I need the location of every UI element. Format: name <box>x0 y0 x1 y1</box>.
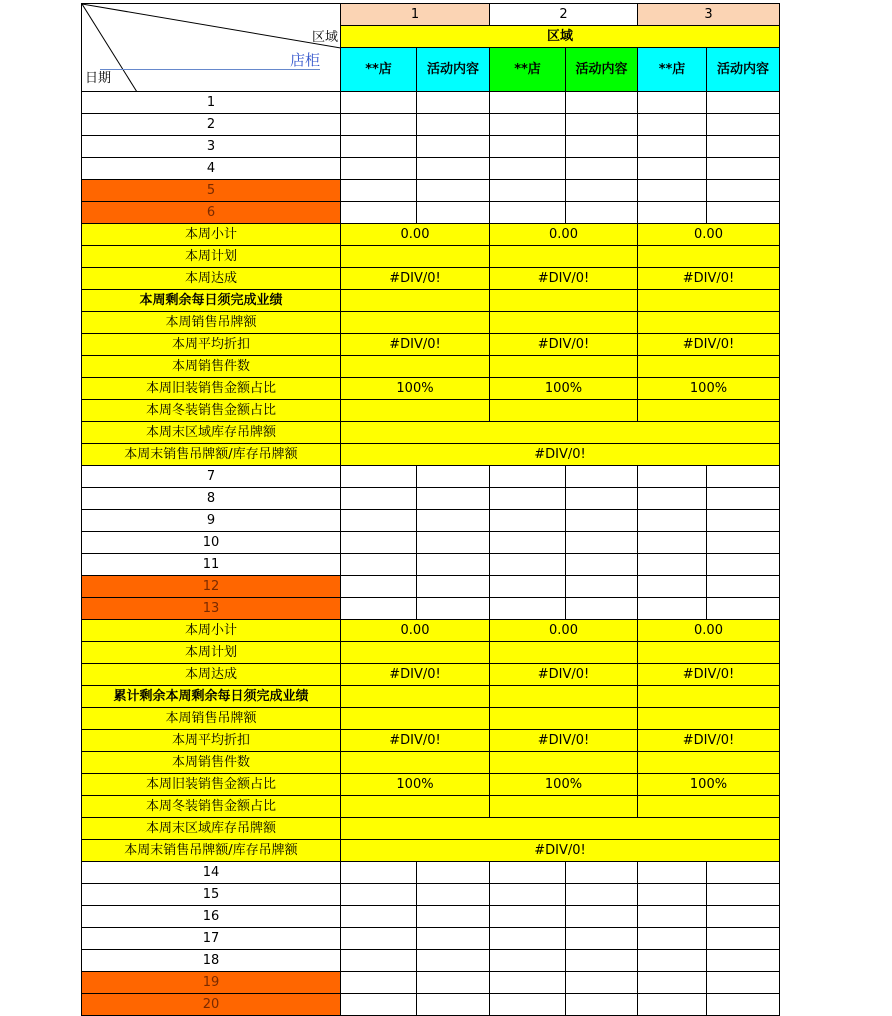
day-label: 13 <box>82 598 341 620</box>
activity-col-1: 活动内容 <box>417 48 490 92</box>
summary-row-achieve <box>82 268 780 290</box>
entry-cell[interactable] <box>490 136 566 158</box>
day-row <box>82 136 780 158</box>
summary-span-value: #DIV/0! <box>341 840 780 862</box>
entry-cell[interactable] <box>417 532 490 554</box>
entry-cell[interactable] <box>707 884 780 906</box>
summary-row-inventory <box>82 818 780 840</box>
entry-cell[interactable] <box>490 598 566 620</box>
summary-row-winter_ratio <box>82 400 780 422</box>
summary-value-3: 100% <box>638 774 780 796</box>
summary-label: 本周平均折扣 <box>82 730 341 752</box>
summary-row-avg_discount <box>82 730 780 752</box>
summary-value-2[interactable] <box>490 752 638 774</box>
entry-cell[interactable] <box>638 136 707 158</box>
summary-label: 本周平均折扣 <box>82 334 341 356</box>
summary-label: 本周小计 <box>82 620 341 642</box>
summary-value-1[interactable] <box>341 246 490 268</box>
day-row <box>82 532 780 554</box>
entry-cell[interactable] <box>566 598 638 620</box>
entry-cell[interactable] <box>707 598 780 620</box>
summary-value-1[interactable] <box>341 312 490 334</box>
entry-cell[interactable] <box>417 576 490 598</box>
summary-span-cell[interactable] <box>341 818 780 840</box>
entry-cell[interactable] <box>417 158 490 180</box>
store-col-1: **店 <box>341 48 417 92</box>
day-label: 18 <box>82 950 341 972</box>
summary-span-cell[interactable] <box>341 422 780 444</box>
entry-cell[interactable] <box>417 510 490 532</box>
day-row <box>82 972 780 994</box>
entry-cell[interactable] <box>566 906 638 928</box>
entry-cell[interactable] <box>566 884 638 906</box>
summary-row-old_ratio <box>82 378 780 400</box>
entry-cell[interactable] <box>566 488 638 510</box>
entry-cell[interactable] <box>707 510 780 532</box>
day-label: 15 <box>82 884 341 906</box>
entry-cell[interactable] <box>341 136 417 158</box>
day-row <box>82 488 780 510</box>
summary-value-3[interactable] <box>638 642 780 664</box>
summary-value-2: #DIV/0! <box>490 730 638 752</box>
summary-span-value: #DIV/0! <box>341 444 780 466</box>
entry-cell[interactable] <box>341 554 417 576</box>
entry-cell[interactable] <box>490 488 566 510</box>
summary-label: 本周末销售吊牌额/库存吊牌额 <box>82 840 341 862</box>
entry-cell[interactable] <box>341 576 417 598</box>
entry-cell[interactable] <box>490 994 566 1016</box>
day-label: 9 <box>82 510 341 532</box>
summary-row-sales_inv <box>82 840 780 862</box>
entry-cell[interactable] <box>638 906 707 928</box>
entry-cell[interactable] <box>707 554 780 576</box>
day-row <box>82 180 780 202</box>
entry-cell[interactable] <box>566 532 638 554</box>
summary-value-1: 100% <box>341 774 490 796</box>
day-label: 14 <box>82 862 341 884</box>
day-label: 16 <box>82 906 341 928</box>
entry-cell[interactable] <box>341 510 417 532</box>
entry-cell[interactable] <box>341 202 417 224</box>
day-row <box>82 994 780 1016</box>
entry-cell[interactable] <box>638 158 707 180</box>
entry-cell[interactable] <box>341 994 417 1016</box>
day-label: 8 <box>82 488 341 510</box>
summary-value-2[interactable] <box>490 356 638 378</box>
entry-cell[interactable] <box>341 862 417 884</box>
day-row <box>82 598 780 620</box>
group-number-1: 1 <box>341 4 490 26</box>
entry-cell[interactable] <box>707 862 780 884</box>
day-label: 4 <box>82 158 341 180</box>
summary-value-2[interactable] <box>490 708 638 730</box>
entry-cell[interactable] <box>417 928 490 950</box>
entry-cell[interactable] <box>707 928 780 950</box>
day-label: 5 <box>82 180 341 202</box>
entry-cell[interactable] <box>566 972 638 994</box>
entry-cell[interactable] <box>566 114 638 136</box>
summary-value-2[interactable] <box>490 400 638 422</box>
entry-cell[interactable] <box>707 906 780 928</box>
summary-row-subtotal <box>82 224 780 246</box>
entry-cell[interactable] <box>341 466 417 488</box>
entry-cell[interactable] <box>341 114 417 136</box>
entry-cell[interactable] <box>490 554 566 576</box>
summary-value-1[interactable] <box>341 642 490 664</box>
schedule-sheet <box>81 3 780 1016</box>
summary-value-3: #DIV/0! <box>638 334 780 356</box>
summary-label: 本周小计 <box>82 224 341 246</box>
entry-cell[interactable] <box>341 532 417 554</box>
summary-value-2[interactable] <box>490 796 638 818</box>
store-col-2: **店 <box>490 48 566 92</box>
entry-cell[interactable] <box>566 554 638 576</box>
summary-value-1: #DIV/0! <box>341 334 490 356</box>
summary-label: 本周旧装销售金额占比 <box>82 378 341 400</box>
entry-cell[interactable] <box>417 862 490 884</box>
summary-row-remaining <box>82 290 780 312</box>
entry-cell[interactable] <box>417 136 490 158</box>
entry-cell[interactable] <box>490 510 566 532</box>
summary-row-old_ratio <box>82 774 780 796</box>
summary-label: 本周旧装销售金额占比 <box>82 774 341 796</box>
entry-cell[interactable] <box>566 576 638 598</box>
entry-cell[interactable] <box>707 994 780 1016</box>
store-underline <box>100 69 320 70</box>
summary-value-1: 100% <box>341 378 490 400</box>
entry-cell[interactable] <box>490 114 566 136</box>
summary-row-tag_sales <box>82 708 780 730</box>
day-label: 20 <box>82 994 341 1016</box>
entry-cell[interactable] <box>638 92 707 114</box>
summary-value-3: #DIV/0! <box>638 730 780 752</box>
entry-cell[interactable] <box>707 532 780 554</box>
summary-label: 本周冬装销售金额占比 <box>82 400 341 422</box>
day-row <box>82 884 780 906</box>
day-row <box>82 576 780 598</box>
entry-cell[interactable] <box>638 950 707 972</box>
entry-cell[interactable] <box>490 92 566 114</box>
entry-cell[interactable] <box>341 884 417 906</box>
entry-cell[interactable] <box>490 532 566 554</box>
entry-cell[interactable] <box>490 180 566 202</box>
summary-label: 本周末销售吊牌额/库存吊牌额 <box>82 444 341 466</box>
entry-cell[interactable] <box>566 158 638 180</box>
entry-cell[interactable] <box>638 554 707 576</box>
entry-cell[interactable] <box>341 158 417 180</box>
summary-row-inventory <box>82 422 780 444</box>
summary-value-2: 100% <box>490 378 638 400</box>
day-row <box>82 92 780 114</box>
day-label: 12 <box>82 576 341 598</box>
entry-cell[interactable] <box>707 180 780 202</box>
entry-cell[interactable] <box>341 972 417 994</box>
entry-cell[interactable] <box>638 466 707 488</box>
region-title: 区域 <box>341 26 780 48</box>
day-label: 2 <box>82 114 341 136</box>
entry-cell[interactable] <box>566 202 638 224</box>
summary-row-achieve <box>82 664 780 686</box>
summary-value-1[interactable] <box>341 686 490 708</box>
summary-label: 本周达成 <box>82 664 341 686</box>
entry-cell[interactable] <box>417 950 490 972</box>
entry-cell[interactable] <box>417 906 490 928</box>
day-row <box>82 202 780 224</box>
day-label: 11 <box>82 554 341 576</box>
summary-value-2[interactable] <box>490 686 638 708</box>
entry-cell[interactable] <box>638 928 707 950</box>
day-label: 7 <box>82 466 341 488</box>
summary-label: 累计剩余本周剩余每日须完成业绩 <box>82 686 341 708</box>
summary-row-plan <box>82 246 780 268</box>
day-row <box>82 928 780 950</box>
summary-value-1[interactable] <box>341 356 490 378</box>
summary-value-3[interactable] <box>638 356 780 378</box>
entry-cell[interactable] <box>490 158 566 180</box>
summary-label: 本周计划 <box>82 246 341 268</box>
entry-cell[interactable] <box>638 576 707 598</box>
summary-value-3: 0.00 <box>638 224 780 246</box>
store-corner-label: 店柜 <box>289 51 320 69</box>
entry-cell[interactable] <box>638 994 707 1016</box>
date-corner-label: 日期 <box>85 71 112 86</box>
summary-value-2: 100% <box>490 774 638 796</box>
summary-row-sales_inv <box>82 444 780 466</box>
entry-cell[interactable] <box>341 92 417 114</box>
summary-row-avg_discount <box>82 334 780 356</box>
summary-value-3[interactable] <box>638 246 780 268</box>
summary-value-3: 100% <box>638 378 780 400</box>
summary-value-1: 0.00 <box>341 620 490 642</box>
entry-cell[interactable] <box>341 180 417 202</box>
summary-value-3[interactable] <box>638 752 780 774</box>
entry-cell[interactable] <box>638 598 707 620</box>
entry-cell[interactable] <box>490 466 566 488</box>
summary-row-pieces <box>82 356 780 378</box>
entry-cell[interactable] <box>707 972 780 994</box>
summary-value-3[interactable] <box>638 312 780 334</box>
entry-cell[interactable] <box>638 862 707 884</box>
summary-label: 本周销售件数 <box>82 752 341 774</box>
summary-value-1[interactable] <box>341 752 490 774</box>
entry-cell[interactable] <box>707 466 780 488</box>
summary-label: 本周冬装销售金额占比 <box>82 796 341 818</box>
summary-value-1: #DIV/0! <box>341 664 490 686</box>
corner-header-cell <box>82 4 341 92</box>
summary-value-2[interactable] <box>490 290 638 312</box>
entry-cell[interactable] <box>566 180 638 202</box>
entry-cell[interactable] <box>417 180 490 202</box>
summary-value-2: #DIV/0! <box>490 268 638 290</box>
summary-value-2: #DIV/0! <box>490 664 638 686</box>
summary-label: 本周销售件数 <box>82 356 341 378</box>
summary-value-1[interactable] <box>341 290 490 312</box>
summary-value-2[interactable] <box>490 312 638 334</box>
entry-cell[interactable] <box>341 928 417 950</box>
entry-cell[interactable] <box>638 532 707 554</box>
entry-cell[interactable] <box>566 950 638 972</box>
entry-cell[interactable] <box>417 466 490 488</box>
summary-row-tag_sales <box>82 312 780 334</box>
activity-col-3: 活动内容 <box>707 48 780 92</box>
summary-value-2[interactable] <box>490 246 638 268</box>
day-row <box>82 114 780 136</box>
entry-cell[interactable] <box>417 884 490 906</box>
summary-value-3[interactable] <box>638 708 780 730</box>
entry-cell[interactable] <box>566 466 638 488</box>
entry-cell[interactable] <box>566 510 638 532</box>
summary-label: 本周达成 <box>82 268 341 290</box>
entry-cell[interactable] <box>490 862 566 884</box>
entry-cell[interactable] <box>417 202 490 224</box>
day-row <box>82 862 780 884</box>
entry-cell[interactable] <box>707 950 780 972</box>
diagonal-lines <box>82 4 341 92</box>
entry-cell[interactable] <box>566 862 638 884</box>
entry-cell[interactable] <box>417 554 490 576</box>
entry-cell[interactable] <box>417 994 490 1016</box>
entry-cell[interactable] <box>638 180 707 202</box>
day-row <box>82 510 780 532</box>
entry-cell[interactable] <box>638 510 707 532</box>
summary-value-1[interactable] <box>341 708 490 730</box>
entry-cell[interactable] <box>417 92 490 114</box>
entry-cell[interactable] <box>566 994 638 1016</box>
summary-value-3: 0.00 <box>638 620 780 642</box>
entry-cell[interactable] <box>566 92 638 114</box>
summary-value-3: #DIV/0! <box>638 664 780 686</box>
summary-row-winter_ratio <box>82 796 780 818</box>
summary-value-1[interactable] <box>341 400 490 422</box>
group-number-3: 3 <box>638 4 780 26</box>
summary-row-pieces <box>82 752 780 774</box>
entry-cell[interactable] <box>707 136 780 158</box>
summary-row-remaining <box>82 686 780 708</box>
entry-cell[interactable] <box>341 598 417 620</box>
store-col-3: **店 <box>638 48 707 92</box>
entry-cell[interactable] <box>638 884 707 906</box>
entry-cell[interactable] <box>707 92 780 114</box>
summary-row-subtotal <box>82 620 780 642</box>
summary-value-3[interactable] <box>638 686 780 708</box>
entry-cell[interactable] <box>707 114 780 136</box>
day-label: 10 <box>82 532 341 554</box>
day-row <box>82 158 780 180</box>
summary-value-3: #DIV/0! <box>638 268 780 290</box>
entry-cell[interactable] <box>417 972 490 994</box>
entry-cell[interactable] <box>341 950 417 972</box>
entry-cell[interactable] <box>566 928 638 950</box>
day-row <box>82 950 780 972</box>
summary-label: 本周末区域库存吊牌额 <box>82 818 341 840</box>
entry-cell[interactable] <box>490 884 566 906</box>
summary-value-1[interactable] <box>341 796 490 818</box>
day-label: 3 <box>82 136 341 158</box>
entry-cell[interactable] <box>417 598 490 620</box>
entry-cell[interactable] <box>490 950 566 972</box>
summary-label: 本周计划 <box>82 642 341 664</box>
entry-cell[interactable] <box>707 576 780 598</box>
summary-value-1: #DIV/0! <box>341 730 490 752</box>
entry-cell[interactable] <box>638 202 707 224</box>
entry-cell[interactable] <box>490 906 566 928</box>
summary-label: 本周剩余每日须完成业绩 <box>82 290 341 312</box>
entry-cell[interactable] <box>566 136 638 158</box>
entry-cell[interactable] <box>707 488 780 510</box>
summary-value-1: #DIV/0! <box>341 268 490 290</box>
summary-row-plan <box>82 642 780 664</box>
activity-col-2: 活动内容 <box>566 48 638 92</box>
day-row <box>82 466 780 488</box>
summary-value-3[interactable] <box>638 796 780 818</box>
entry-cell[interactable] <box>490 576 566 598</box>
day-row <box>82 906 780 928</box>
summary-value-3[interactable] <box>638 400 780 422</box>
day-row <box>82 554 780 576</box>
entry-cell[interactable] <box>490 202 566 224</box>
entry-cell[interactable] <box>638 488 707 510</box>
summary-value-1: 0.00 <box>341 224 490 246</box>
region-corner-label: 区域 <box>311 30 338 45</box>
entry-cell[interactable] <box>490 972 566 994</box>
summary-label: 本周销售吊牌额 <box>82 708 341 730</box>
entry-cell[interactable] <box>707 202 780 224</box>
day-label: 6 <box>82 202 341 224</box>
entry-cell[interactable] <box>638 114 707 136</box>
entry-cell[interactable] <box>341 488 417 510</box>
summary-value-3[interactable] <box>638 290 780 312</box>
entry-cell[interactable] <box>341 906 417 928</box>
summary-value-2: #DIV/0! <box>490 334 638 356</box>
entry-cell[interactable] <box>417 114 490 136</box>
summary-value-2: 0.00 <box>490 620 638 642</box>
summary-value-2: 0.00 <box>490 224 638 246</box>
group-number-2: 2 <box>490 4 638 26</box>
day-label: 17 <box>82 928 341 950</box>
entry-cell[interactable] <box>638 972 707 994</box>
day-label: 19 <box>82 972 341 994</box>
day-label: 1 <box>82 92 341 114</box>
summary-value-2[interactable] <box>490 642 638 664</box>
summary-label: 本周销售吊牌额 <box>82 312 341 334</box>
entry-cell[interactable] <box>417 488 490 510</box>
entry-cell[interactable] <box>490 928 566 950</box>
entry-cell[interactable] <box>707 158 780 180</box>
summary-label: 本周末区域库存吊牌额 <box>82 422 341 444</box>
